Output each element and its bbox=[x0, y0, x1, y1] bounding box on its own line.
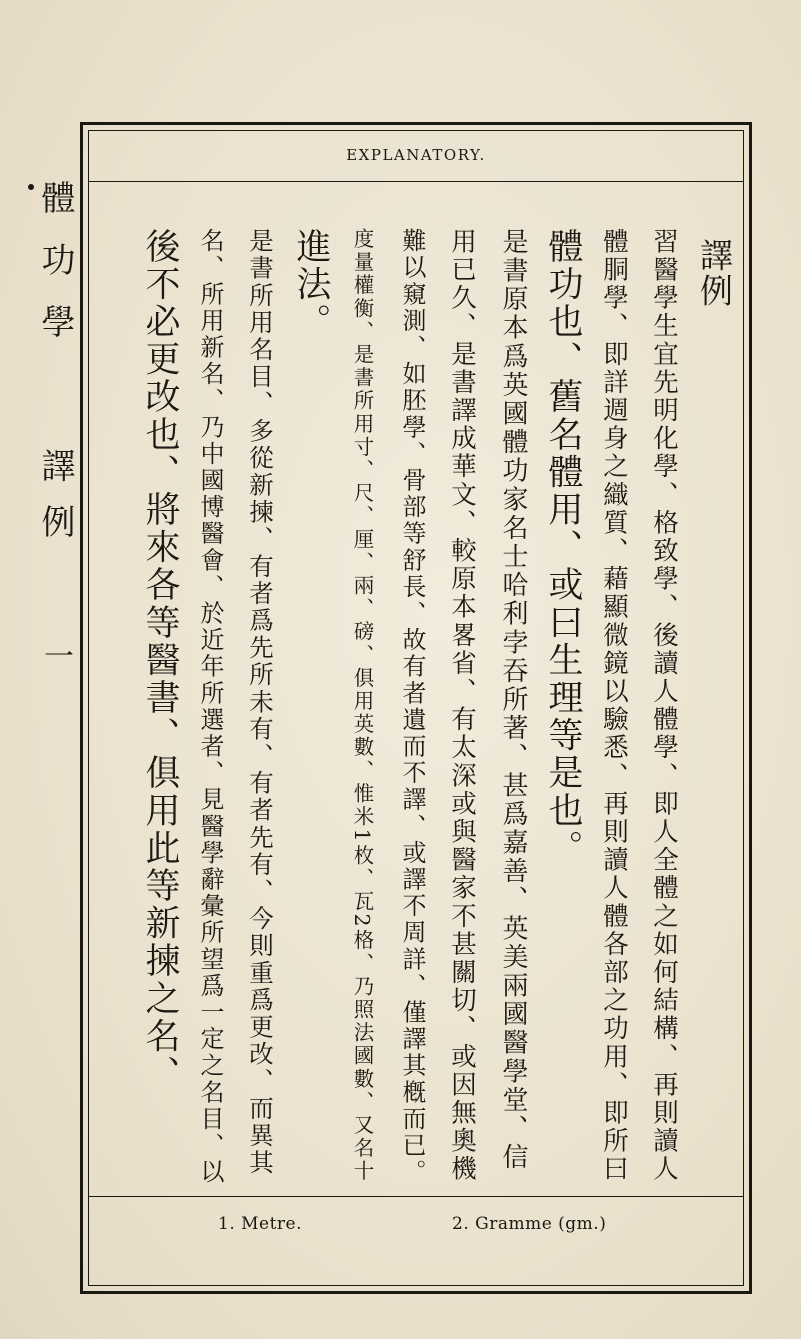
text-column-9: 是書所用名目、多從新揀、有者爲先所未有、有者先有、今則重爲更改、而異其 bbox=[246, 228, 275, 1177]
text-column-5: 用已久、是書譯成華文、較原本畧省、有太深或與醫家不甚關切、或因無奧機 bbox=[447, 228, 477, 1184]
footnote-2: 2. Gramme (gm.) bbox=[452, 1214, 607, 1234]
section-heading: 譯例 bbox=[695, 238, 734, 310]
text-column-1: 習醫學生宜先明化學、格致學、後讀人體學、即人全體之如何結構、再則讀人 bbox=[649, 228, 679, 1184]
running-header: EXPLANATORY. bbox=[346, 146, 486, 164]
text-column-3: 體功也、舊名體用、或曰生理等是也。 bbox=[543, 228, 583, 868]
text-column-7: 度量權衡、是書所用寸、尺、厘、兩、磅、俱用英數、惟米1枚、瓦2格、乃照法國數、又名十 bbox=[350, 228, 374, 1184]
text-column-11: 後不必更改也、將來各等醫書、俱用此等新揀之名、 bbox=[140, 228, 180, 1093]
header-rule bbox=[88, 181, 744, 182]
body-text bbox=[100, 228, 734, 1188]
text-column-6: 難以窺測、如胚學、骨部等舒長、故有者遺而不譯、或譯不周詳、僅譯其槪而已。 bbox=[398, 228, 426, 1186]
footnote-rule bbox=[88, 1196, 744, 1197]
margin-page-number: 一 bbox=[38, 640, 73, 670]
text-column-8: 進法。 bbox=[291, 228, 331, 341]
text-column-2: 體胴學、即詳週身之織質、藉顯微鏡以驗悉、再則讀人體各部之功用、即所曰 bbox=[599, 228, 629, 1184]
footnote-1: 1. Metre. bbox=[218, 1214, 303, 1234]
text-column-4: 是書原本爲英國體功家名士哈利孛吞所著、甚爲嘉善、英美兩國醫學堂、信 bbox=[498, 228, 528, 1172]
margin-book-title: 體功學 bbox=[35, 180, 75, 366]
text-column-10: 名、所用新名、乃中國博醫會、於近年所選者、見醫學辭彙所望爲一定之名目、以 bbox=[196, 228, 224, 1186]
margin-section-title: 譯例 bbox=[35, 448, 75, 560]
